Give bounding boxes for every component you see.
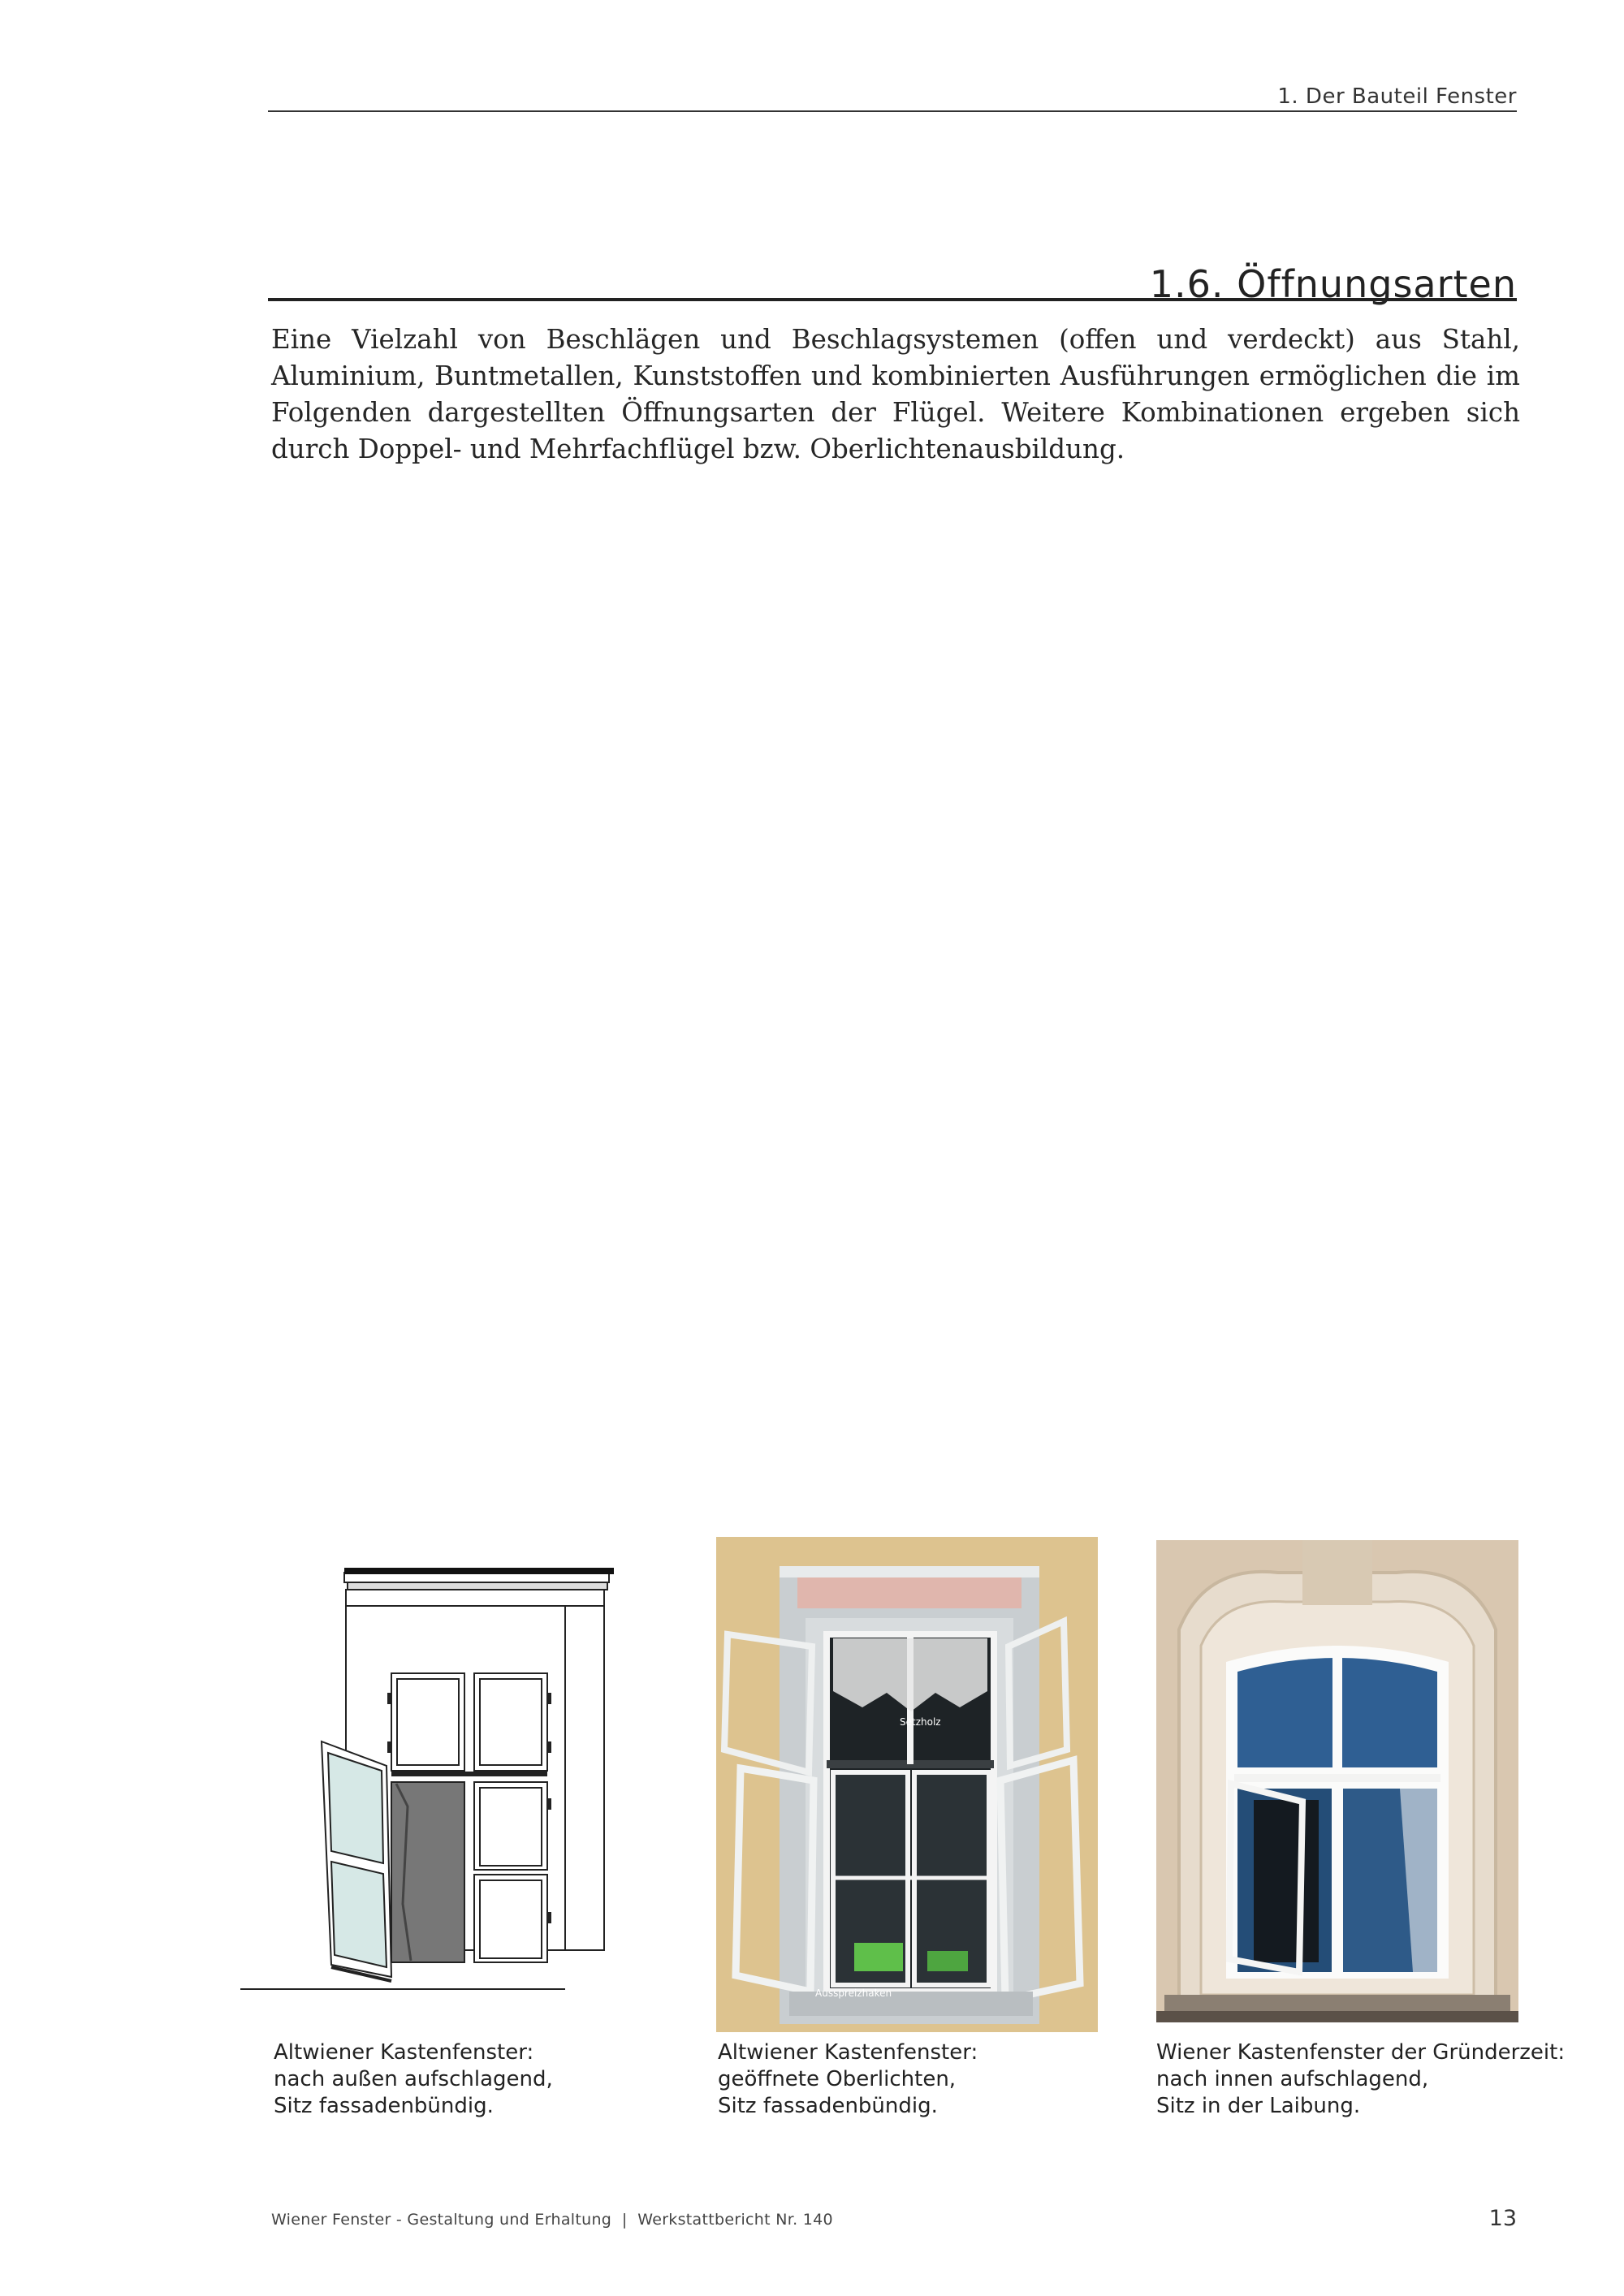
caption-1-line-1: Altwiener Kastenfenster: — [274, 2040, 534, 2065]
caption-2-line-3: Sitz fassadenbündig. — [718, 2094, 938, 2118]
figure-photo-gruenderzeit — [1156, 1540, 1518, 2022]
running-head: 1. Der Bauteil Fenster — [1277, 84, 1517, 109]
caption-3-line-3: Sitz in der Laibung. — [1156, 2094, 1361, 2118]
caption-2-line-2: geöffnete Oberlichten, — [718, 2067, 957, 2091]
label-setzholz: Setzholz — [900, 1716, 941, 1728]
intro-paragraph: Eine Vielzahl von Beschlägen und Beschlagsystemen (offen und verdeckt) aus Stahl, Aluminium, Buntmetallen, Kunststoffen und kombinierten Ausführungen ermöglichen die im Folgenden dargestellten Öffnungsarten der Flügel. Weitere Kombinationen ergeben sich durch Doppel- und Mehrfachflügel bzw. Oberlichtenausbildung. — [271, 324, 1520, 464]
header-rule — [268, 110, 1517, 112]
figure-caption-2 — [718, 2039, 978, 2120]
caption-3-line-2: nach innen aufschlagend, — [1156, 2067, 1429, 2091]
figure-caption-1 — [274, 2039, 553, 2120]
title-rule — [268, 298, 1517, 301]
label-ausspreizhaken: Ausspreizhaken — [815, 1987, 892, 1999]
figure-photo-open-transom — [716, 1537, 1098, 2032]
figure-drawing-outward-window — [240, 1522, 622, 2013]
caption-2-line-1: Altwiener Kastenfenster: — [718, 2040, 978, 2065]
window-drawing — [240, 1522, 622, 2013]
section-title: 1.6. Öffnungsarten — [1149, 261, 1517, 306]
caption-1-line-3: Sitz fassadenbündig. — [274, 2094, 494, 2118]
footer-publication: Wiener Fenster - Gestaltung und Erhaltung | Werkstattbericht Nr. 140 — [271, 2211, 833, 2229]
figure-caption-3 — [1156, 2039, 1565, 2120]
caption-1-line-2: nach außen aufschlagend, — [274, 2067, 553, 2091]
window-photo-altwiener — [716, 1537, 1098, 2032]
window-photo-gruenderzeit — [1156, 1540, 1518, 2022]
caption-3-line-1: Wiener Kastenfenster der Gründerzeit: — [1156, 2040, 1566, 2065]
page-number: 13 — [1488, 2206, 1517, 2231]
